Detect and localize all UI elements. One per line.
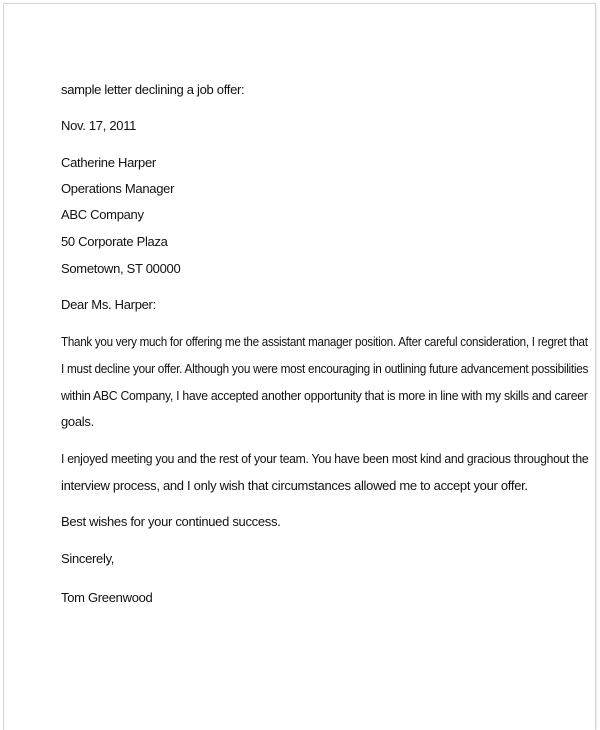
paragraph-1-line-3: within ABC Company, I have accepted another opportunity that is more in line with my skills and career <box>61 388 588 403</box>
recipient-city: Sometown, ST 00000 <box>61 261 181 276</box>
recipient-street: 50 Corporate Plaza <box>61 234 168 249</box>
paragraph-2-line-1: I enjoyed meeting you and the rest of your team. You have been most kind and gracious throughout the <box>61 451 589 466</box>
letter-heading: sample letter declining a job offer: <box>61 82 245 97</box>
closing: Sincerely, <box>61 551 115 566</box>
recipient-name: Catherine Harper <box>61 155 156 170</box>
paragraph-1-line-2: I must decline your offer. Although you were most encouraging in outlining future advancement possibilities <box>61 361 589 376</box>
paragraph-1-line-1: Thank you very much for offering me the assistant manager position. After careful consideration, I regret that <box>61 334 588 349</box>
recipient-company: ABC Company <box>61 207 144 222</box>
recipient-title: Operations Manager <box>61 181 175 196</box>
signature: Tom Greenwood <box>61 590 153 605</box>
paragraph-2-line-2: interview process, and I only wish that circumstances allowed me to accept your offer. <box>61 478 528 493</box>
paragraph-3: Best wishes for your continued success. <box>61 514 281 529</box>
paragraph-1-line-4: goals. <box>61 414 94 429</box>
salutation: Dear Ms. Harper: <box>61 297 156 312</box>
letter-date: Nov. 17, 2011 <box>61 118 137 133</box>
